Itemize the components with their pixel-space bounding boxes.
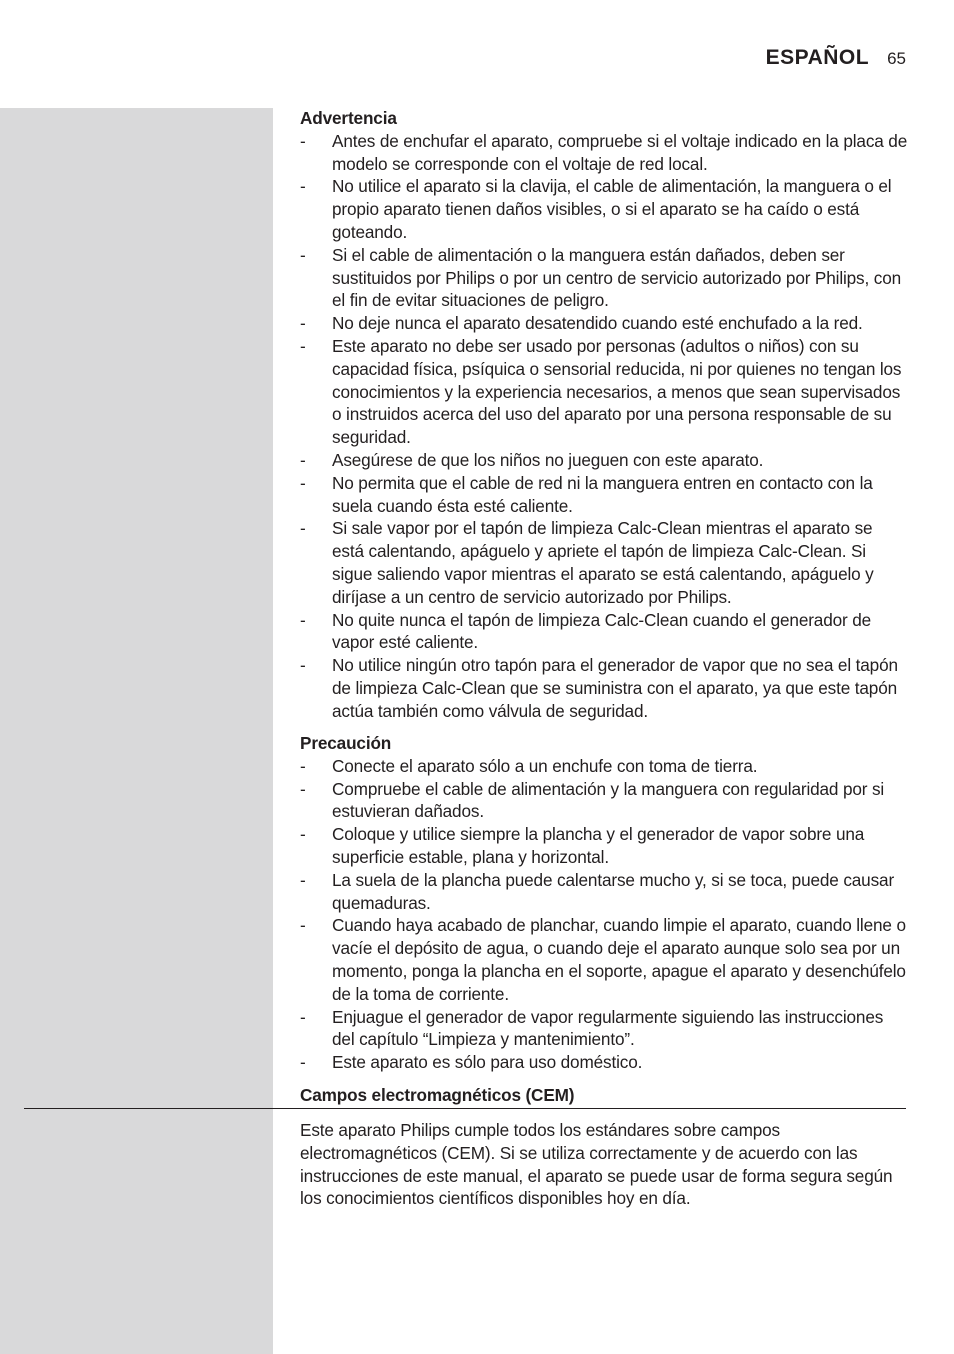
section-title-cem: Campos electromagnéticos (CEM) [300, 1085, 575, 1105]
section-divider [24, 1108, 906, 1109]
bullet-dash: - [300, 915, 306, 936]
list-item [300, 312, 908, 335]
list-item-text: Si sale vapor por el tapón de limpieza Calc-Clean mientras el aparato se está calentando, apáguelo y apriete el tapón de limpieza Calc-Clean. Si sigue saliendo vapor mientras el aparato se está calentando, apáguelo y diríjase a un centro de servicio autorizado por Philips. [332, 518, 874, 607]
list-item [300, 244, 908, 312]
list-item [300, 609, 908, 655]
list-item [300, 823, 908, 869]
advertencia-list [300, 130, 908, 723]
section-cem-heading [300, 1084, 908, 1107]
list-item-text: Enjuague el generador de vapor regularmente siguiendo las instrucciones del capítulo “Limpieza y mantenimiento”. [332, 1006, 884, 1050]
section-advertencia [300, 107, 908, 723]
list-item-text: No quite nunca el tapón de limpieza Calc-Clean cuando el generador de vapor esté caliente. [332, 609, 872, 653]
language-label: ESPAÑOL [765, 46, 870, 69]
list-item [300, 449, 908, 472]
list-item [300, 778, 908, 824]
list-item-text: Coloque y utilice siempre la plancha y el generador de vapor sobre una superficie estable, plana y horizontal. [332, 824, 865, 867]
list-item [300, 654, 908, 722]
bullet-dash: - [300, 755, 306, 776]
bullet-dash: - [300, 449, 306, 470]
bullet-dash: - [300, 472, 306, 493]
list-item-text: Compruebe el cable de alimentación y la manguera con regularidad por si estuvieran dañados. [332, 778, 885, 822]
list-item-text: La suela de la plancha puede calentarse mucho y, si se toca, puede causar quemaduras. [332, 869, 895, 913]
bullet-dash: - [300, 1006, 306, 1027]
list-item [300, 869, 908, 915]
cem-paragraph: Este aparato Philips cumple todos los estándares sobre campos electromagnéticos (CEM). Si se utiliza correctamente y de acuerdo con las instrucciones de este manual, el aparato se puede usar de forma segura según los conocimientos científicos disponibles hoy en día. [300, 1120, 893, 1209]
list-item-text: Este aparato no debe ser usado por personas (adultos o niños) con su capacidad física, psíquica o sensorial reducida, ni por quienes no tengan los conocimientos y la experiencia necesarios, a menos que sean supervisados o instruidos acerca del uso del aparato por una persona responsable de su seguridad. [332, 335, 902, 448]
list-item [300, 1051, 908, 1074]
list-item [300, 517, 908, 608]
gray-margin-sidebar [0, 108, 273, 1354]
bullet-dash: - [300, 869, 306, 890]
list-item-text: Cuando haya acabado de planchar, cuando limpie el aparato, cuando llene o vacíe el depósito de agua, o cuando deje el aparato aunque solo sea por un momento, ponga la plancha en el soporte, apague el aparato y desenchúfelo de la toma de corriente. [332, 915, 906, 1004]
section-cem-body [300, 1119, 908, 1210]
bullet-dash: - [300, 778, 306, 799]
list-item [300, 755, 908, 778]
bullet-dash: - [300, 518, 306, 539]
list-item [300, 130, 908, 176]
list-item [300, 472, 908, 518]
bullet-dash: - [300, 1052, 306, 1073]
list-item-text: No deje nunca el aparato desatendido cuando esté enchufado a la red. [332, 313, 863, 334]
list-item-text: Si el cable de alimentación o la manguera están dañados, deben ser sustituidos por Philips o por un centro de servicio autorizado por Philips, con el fin de evitar situaciones de peligro. [332, 244, 902, 311]
bullet-dash: - [300, 335, 306, 356]
list-item [300, 1006, 908, 1052]
list-item [300, 914, 908, 1005]
page-number: 65 [887, 49, 906, 68]
bullet-dash: - [300, 313, 306, 334]
list-item [300, 175, 908, 243]
bullet-dash: - [300, 130, 306, 151]
bullet-dash: - [300, 176, 306, 197]
section-title-advertencia: Advertencia [300, 108, 397, 128]
list-item-text: No permita que el cable de red ni la manguera entren en contacto con la suela cuando ésta esté caliente. [332, 472, 873, 516]
page-header [766, 46, 906, 76]
list-item [300, 335, 908, 449]
list-item-text: No utilice ningún otro tapón para el generador de vapor que no sea el tapón de limpieza Calc-Clean que se suministra con el aparato, ya que este tapón actúa también como válvula de seguridad. [332, 655, 898, 721]
bullet-dash: - [300, 655, 306, 676]
section-precaucion [300, 732, 908, 1074]
list-item-text: No utilice el aparato si la clavija, el cable de alimentación, la manguera o el propio aparato tienen daños visibles, o si el aparato se ha caído o está goteando. [332, 176, 892, 242]
list-item-text: Conecte el aparato sólo a un enchufe con toma de tierra. [332, 755, 758, 776]
list-item-text: Asegúrese de que los niños no jueguen con este aparato. [332, 449, 764, 470]
list-item-text: Este aparato es sólo para uso doméstico. [332, 1052, 643, 1073]
section-title-precaucion: Precaución [300, 733, 392, 753]
precaucion-list [300, 755, 908, 1074]
bullet-dash: - [300, 244, 306, 265]
bullet-dash: - [300, 824, 306, 845]
list-item-text: Antes de enchufar el aparato, compruebe si el voltaje indicado en la placa de modelo se corresponde con el voltaje de red local. [332, 130, 908, 174]
bullet-dash: - [300, 609, 306, 630]
